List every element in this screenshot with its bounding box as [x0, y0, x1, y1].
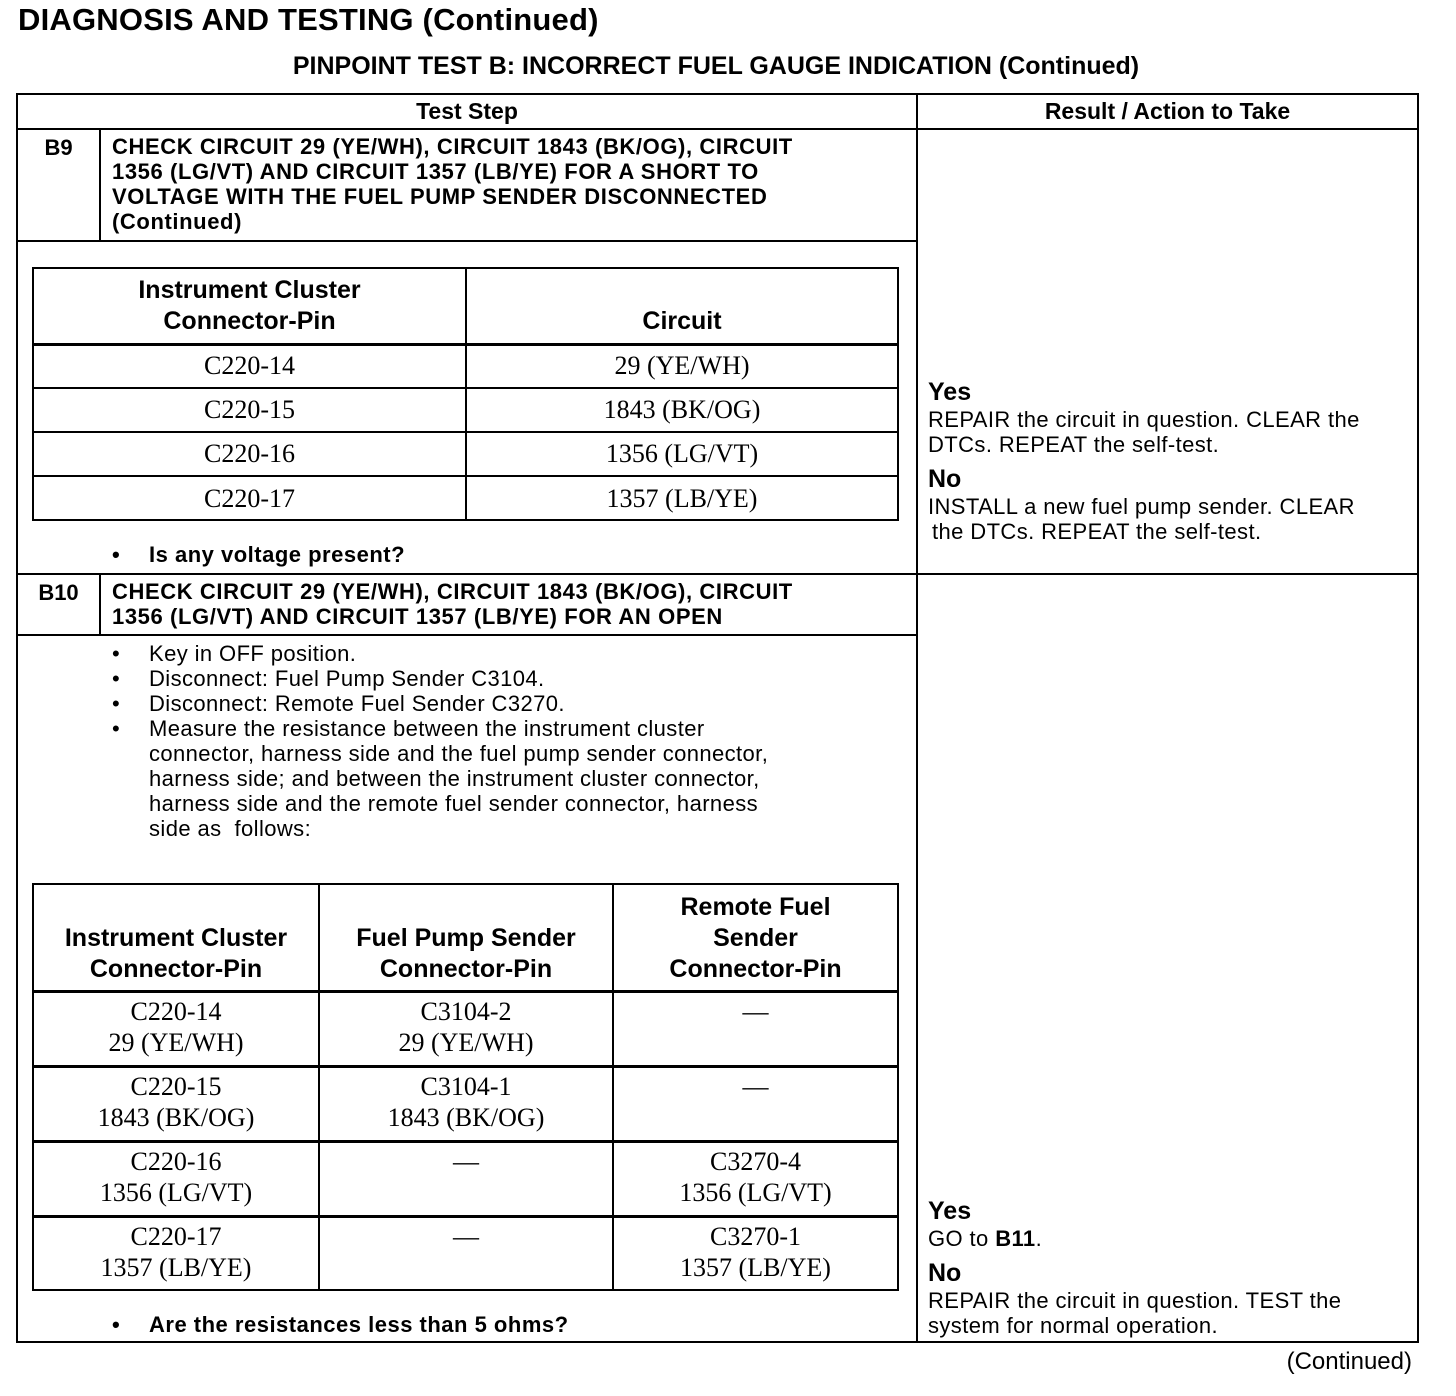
table-border-bottom — [16, 1341, 1419, 1343]
step-title-b10 — [112, 579, 793, 629]
no-action: INSTALL a new fuel pump sender. CLEAR — [928, 494, 1355, 519]
page-title: DIAGNOSIS AND TESTING (Continued) — [18, 2, 599, 37]
b10-table-line — [897, 883, 899, 1291]
b9-title-divider — [16, 240, 917, 242]
table-cell: — — [742, 1072, 769, 1101]
bullet: • — [112, 542, 121, 567]
question-text: Are the resistances less than 5 ohms? — [149, 1312, 569, 1337]
b9-table-line — [897, 267, 899, 521]
no-action: system for normal operation. — [928, 1313, 1218, 1338]
list-item — [112, 666, 902, 691]
step-title-line: 1356 (LG/VT) AND CIRCUIT 1357 (LB/YE) FOR AN OPEN — [112, 604, 723, 629]
no-label: No — [928, 1259, 962, 1287]
instruction-line: Key in OFF position. — [149, 641, 357, 666]
column-divider — [916, 93, 918, 1343]
header-divider — [16, 128, 1419, 130]
table-cell: 29 (YE/WH) — [614, 351, 750, 380]
b9-id-divider — [99, 128, 101, 241]
b10-instructions — [112, 641, 902, 841]
table-cell: C220-14 — [204, 351, 295, 380]
table-cell: — — [742, 997, 769, 1026]
b10-table-line — [32, 883, 899, 885]
b10-result — [928, 1197, 1341, 1338]
table-border-top — [16, 93, 1419, 95]
yes-action — [928, 1226, 1341, 1251]
instruction-line: Disconnect: Remote Fuel Sender C3270. — [149, 691, 565, 716]
instruction-line: side as follows: — [149, 816, 312, 841]
table-border-right — [1417, 93, 1419, 1343]
table-border-left — [16, 93, 18, 1343]
step-title-line: CHECK CIRCUIT 29 (YE/WH), CIRCUIT 1843 (BK/OG), CIRCUIT — [112, 134, 793, 159]
table-cell: — — [453, 1147, 479, 1176]
table-cell: C220-14 29 (YE/WH) — [108, 997, 244, 1057]
bullet: • — [112, 716, 121, 741]
step-divider — [16, 573, 1419, 575]
table-cell: 1843 (BK/OG) — [603, 395, 761, 424]
table-cell: C3104-1 1843 (BK/OG) — [387, 1072, 545, 1132]
b9-col-header-circuit: Circuit — [642, 306, 722, 335]
b10-col-header-pump: Fuel Pump Sender Connector-Pin — [356, 923, 576, 983]
table-cell: C220-17 1357 (LB/YE) — [100, 1222, 252, 1282]
yes-action-end: . — [1035, 1226, 1043, 1251]
no-action: the DTCs. REPEAT the self-test. — [932, 519, 1262, 544]
section-title: PINPOINT TEST B: INCORRECT FUEL GAUGE INDICATION (Continued) — [292, 52, 1140, 80]
instruction-line: Disconnect: Fuel Pump Sender C3104. — [149, 666, 545, 691]
b10-table-line — [32, 1215, 899, 1218]
bullet: • — [112, 1312, 121, 1337]
table-cell: C3104-2 29 (YE/WH) — [398, 997, 534, 1057]
table-cell: C220-16 — [204, 439, 295, 468]
b9-result — [928, 378, 1360, 544]
b10-table-line — [32, 1065, 899, 1068]
continued-label: (Continued) — [1286, 1348, 1412, 1375]
table-cell: C3270-4 1356 (LG/VT) — [679, 1147, 832, 1207]
b10-table-line — [32, 1140, 899, 1143]
goto-step-link: B11 — [995, 1226, 1036, 1251]
step-title-line: VOLTAGE WITH THE FUEL PUMP SENDER DISCONNECTED — [112, 184, 768, 209]
b10-col-header-cluster: Instrument Cluster Connector-Pin — [64, 923, 288, 983]
yes-action-text: GO to — [928, 1226, 996, 1251]
step-title-b9 — [112, 134, 793, 234]
b10-id-divider — [99, 573, 101, 635]
bullet: • — [112, 666, 121, 691]
table-cell: 1357 (LB/YE) — [606, 484, 758, 513]
table-cell: C220-15 — [204, 395, 295, 424]
bullet: • — [112, 691, 121, 716]
table-cell: C220-15 1843 (BK/OG) — [97, 1072, 255, 1132]
table-cell: C220-16 1356 (LG/VT) — [99, 1147, 253, 1207]
b9-col-header-pin: Instrument Cluster Connector-Pin — [138, 276, 361, 335]
result-header: Result / Action to Take — [1044, 98, 1291, 124]
yes-label: Yes — [928, 378, 972, 406]
step-title-line: (Continued) — [112, 209, 243, 234]
yes-action: DTCs. REPEAT the self-test. — [928, 432, 1220, 457]
step-id-b9: B9 — [44, 135, 73, 160]
b9-question — [112, 542, 405, 568]
instruction-line: harness side and the remote fuel sender connector, harness — [149, 791, 759, 816]
instruction-line: Measure the resistance between the instrument cluster — [149, 716, 705, 741]
list-item — [112, 691, 902, 716]
test-step-header: Test Step — [416, 98, 518, 124]
table-cell: 1356 (LG/VT) — [605, 439, 759, 468]
list-item — [112, 641, 902, 666]
b10-col-header-remote: Remote Fuel Sender Connector-Pin — [669, 893, 842, 983]
table-cell: C220-17 — [204, 484, 295, 513]
b10-table-line — [32, 1289, 899, 1291]
b10-question — [112, 1312, 569, 1338]
table-cell: C3270-1 1357 (LB/YE) — [680, 1222, 831, 1282]
question-text: Is any voltage present? — [149, 542, 406, 567]
list-item — [112, 716, 902, 841]
yes-label: Yes — [928, 1197, 972, 1225]
step-title-line: CHECK CIRCUIT 29 (YE/WH), CIRCUIT 1843 (BK/OG), CIRCUIT — [112, 579, 793, 604]
step-title-line: 1356 (LG/VT) AND CIRCUIT 1357 (LB/YE) FOR A SHORT TO — [112, 159, 759, 184]
instruction-line: connector, harness side and the fuel pump sender connector, — [149, 741, 769, 766]
step-id-b10: B10 — [38, 580, 79, 605]
yes-action: REPAIR the circuit in question. CLEAR the — [928, 407, 1360, 432]
bullet: • — [112, 641, 121, 666]
instruction-line: harness side; and between the instrument cluster connector, — [149, 766, 760, 791]
no-label: No — [928, 465, 962, 493]
no-action: REPAIR the circuit in question. TEST the — [928, 1288, 1342, 1313]
b10-title-divider — [16, 634, 917, 636]
b10-table-line — [32, 990, 899, 993]
table-cell: — — [453, 1222, 479, 1251]
